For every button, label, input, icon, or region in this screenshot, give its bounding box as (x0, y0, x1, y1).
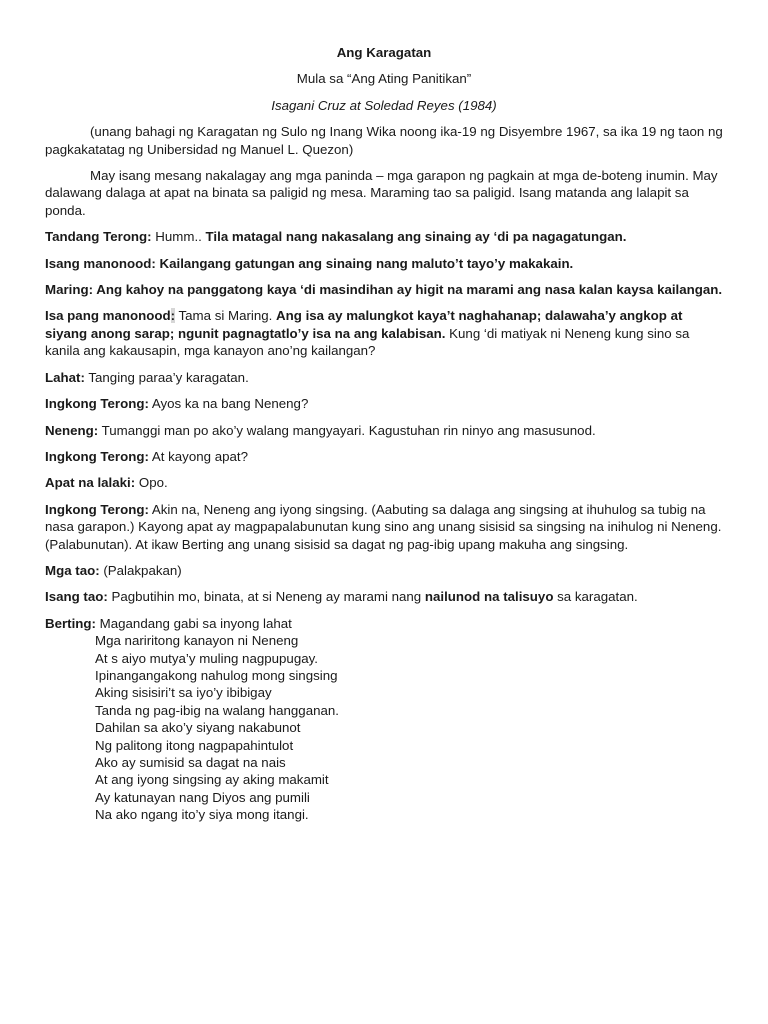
setting-paragraph: May isang mesang nakalagay ang mga paninda – mga garapon ng pagkain at mga de-boteng inumin. May dalawang dalaga at apat na binata sa paligid ng mesa. Maraming tao sa paligid. Isang matanda ang lalapit sa ponda. (45, 168, 718, 218)
dialogue-line (45, 281, 723, 298)
speaker-name: Ingkong Terong: (45, 396, 149, 412)
poem-line: Magandang gabi sa inyong lahat (95, 615, 292, 631)
dialogue-text: Kung ‘di matiyak ni Neneng kung sino sa kanila ang kakausapin, mga kanayon ano’ng kailangan? (45, 325, 690, 359)
speaker-name: Isang manonood: (45, 255, 156, 271)
dialogue-bold-text: Tila matagal nang nakasalang ang sinaing ay ‘di pa nagagatungan. (205, 229, 627, 245)
speaker-name: Berting: (45, 615, 96, 631)
document-authors: Isagani Cruz at Soledad Reyes (1984) (271, 97, 497, 113)
document-title: Ang Karagatan (336, 45, 432, 60)
dialogue-line (45, 255, 723, 272)
dialogue-line (45, 448, 723, 465)
poem-line: Ipinangangakong nahulog mong singsing (95, 667, 338, 683)
speaker-name: Mga tao: (45, 562, 100, 578)
poem-line: Ako ay sumisid sa dagat na nais (95, 755, 286, 770)
dialogue-bold-text: nailunod na talisuyo (424, 589, 554, 605)
speaker-name: Isa pang manonood (45, 308, 171, 324)
speaker-name: Ingkong Terong: (45, 501, 149, 517)
poem-first-line (45, 615, 723, 632)
dialogue-text: Tama si Maring. (175, 308, 277, 324)
poem-block (45, 615, 723, 824)
highlighted-colon: : (170, 308, 176, 324)
speaker-name: Tandang Terong: (45, 229, 152, 245)
document-subtitle: Mula sa “Ang Ating Panitikan” (296, 71, 472, 87)
poem-line: Ay katunayan nang Diyos ang pumili (95, 789, 310, 805)
dialogue-line (45, 501, 723, 553)
poem-line: Dahilan sa ako’y siyang nakabunot (95, 720, 301, 736)
dialogue-text: At kayong apat? (148, 448, 248, 464)
speaker-name: Maring: (45, 282, 94, 298)
dialogue-line (45, 422, 723, 439)
dialogue-text: sa karagatan. (553, 589, 638, 605)
dialogue-line (45, 588, 723, 605)
dialogue-line (45, 395, 723, 412)
dialogue-line (45, 228, 723, 245)
dialogue-bold-text: Ang kahoy na panggatong kaya ‘di masindihan ay higit na marami ang nasa kalan kaysa kailangan. (93, 282, 723, 298)
speaker-name: Ingkong Terong: (45, 448, 149, 464)
poem-line: Ng palitong itong nagpapahintulot (95, 737, 294, 753)
poem-line: At s aiyo mutya’y muling nagpupugay. (95, 650, 318, 666)
dialogue-line (45, 562, 723, 579)
poem-line: At ang iyong singsing ay aking makamit (95, 772, 329, 788)
poem-line: Aking sisisiri’t sa iyo’y ibibigay (95, 685, 272, 701)
dialogue-bold-text: Ang isa ay malungkot kaya’t naghahanap; dalawaha’y angkop at siyang anong sarap; ngunit pagnagtatlo’y isa na ang kalabisan. (45, 308, 683, 341)
speaker-name: Lahat: (45, 369, 85, 385)
poem-line: Tanda ng pag-ibig na walang hangganan. (95, 702, 339, 718)
intro-paragraph: (unang bahagi ng Karagatan ng Sulo ng Inang Wika noong ika-19 ng Disyembre 1967, sa ika 19 ng taon ng pagkakatatag ng Unibersidad ng Manuel L. Quezon) (45, 124, 723, 157)
dialogue-line (45, 474, 723, 491)
speaker-name: Apat na lalaki: (45, 475, 136, 491)
dialogue-line (45, 369, 723, 386)
dialogue-text: Ayos ka na bang Neneng? (148, 396, 309, 412)
dialogue-bold-text: Kailangang gatungan ang sinaing nang maluto’t tayo’y makakain. (155, 255, 574, 271)
poem-line: Na ako ngang ito’y siya mong itangi. (95, 807, 309, 823)
dialogue-text: (Palakpakan) (99, 562, 182, 578)
speaker-name: Neneng: (45, 422, 99, 438)
dialogue-text: Humm.. (151, 229, 206, 245)
dialogue-line (45, 307, 723, 359)
speaker-name: Isang tao: (45, 589, 108, 605)
poem-line: Mga nariritong kanayon ni Neneng (95, 633, 299, 649)
dialogue-text: Akin na, Neneng ang iyong singsing. (Aabuting sa dalaga ang singsing at ihuhulog sa tubig na nasa garapon.) Kayong apat ay magpapalabunutan kung sino ang unang sisisid sa singsing na inihulog ni Neneng. (Palabunutan). At ikaw Berting ang unang sisisid sa dagat ng pag-ibig upang makuha ang singsing. (45, 501, 722, 552)
dialogue-text: Tanging paraa’y karagatan. (84, 369, 249, 385)
dialogue-text: Pagbutihin mo, binata, at si Neneng ay marami nang (107, 589, 425, 605)
dialogue-text: Tumanggi man po ako’y walang mangyayari. Kagustuhan rin ninyo ang masusunod. (98, 422, 596, 438)
dialogue-text: Opo. (135, 475, 168, 491)
